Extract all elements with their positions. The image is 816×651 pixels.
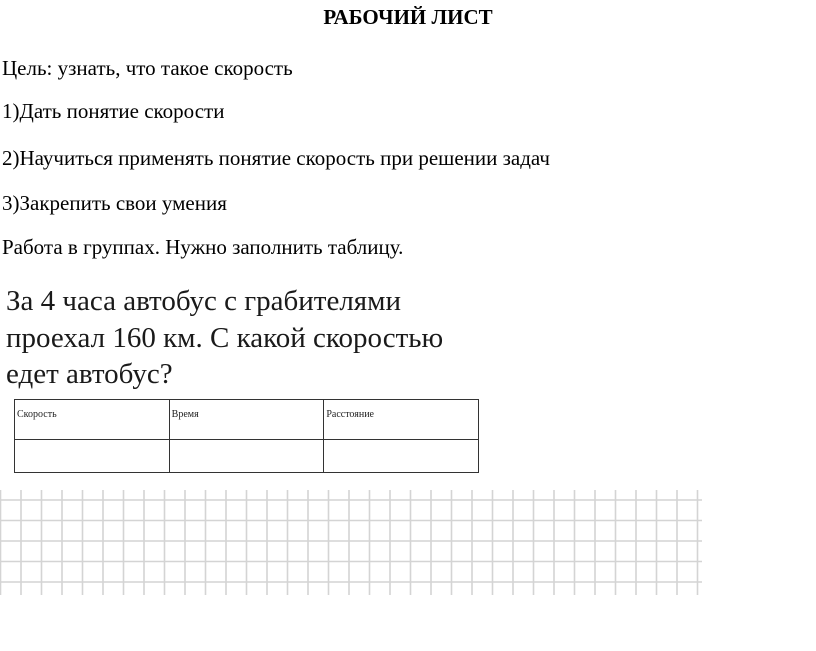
answer-table-input-row (15, 440, 479, 473)
grid-lines (0, 490, 702, 595)
cell-distance[interactable] (324, 440, 479, 473)
problem-line-3: едет автобус? (6, 358, 173, 390)
grid-paper (0, 490, 702, 595)
problem-statement (6, 283, 443, 393)
instruction-text: Работа в группах. Нужно заполнить таблицу. (2, 235, 404, 259)
task-1-text: 1)Дать понятие скорости (2, 99, 225, 123)
header-distance: Расстояние (324, 400, 479, 440)
header-speed: Скорость (15, 400, 170, 440)
cell-time[interactable] (169, 440, 324, 473)
goal-text: Цель: узнать, что такое скорость (2, 56, 293, 80)
problem-line-2: проехал 160 км. С какой скоростью (6, 321, 444, 354)
answer-table-header-row (15, 400, 479, 440)
task-2-text: 2)Научиться применять понятие скорость при решении задач (2, 146, 550, 170)
worksheet-title: РАБОЧИЙ ЛИСТ (323, 5, 493, 29)
task-3-text: 3)Закрепить свои умения (2, 191, 227, 215)
header-time: Время (169, 400, 324, 440)
answer-table (14, 399, 479, 473)
problem-line-1: За 4 часа автобус с грабителями (6, 285, 401, 317)
cell-speed[interactable] (15, 440, 170, 473)
